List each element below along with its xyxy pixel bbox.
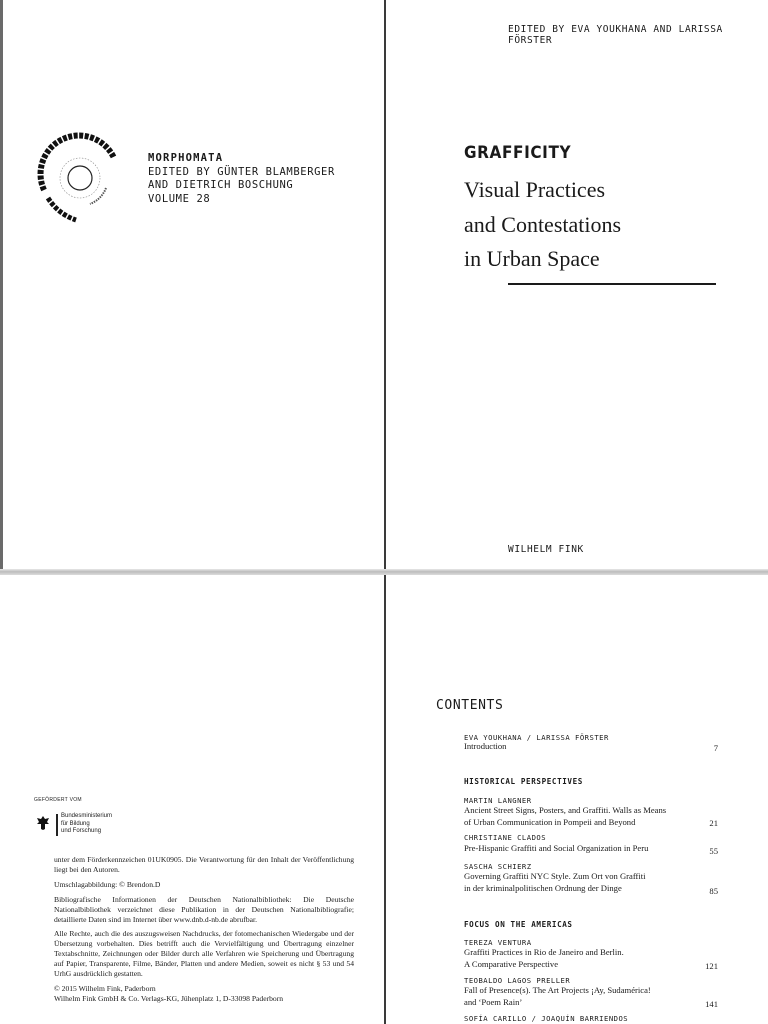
title-rule	[508, 283, 716, 285]
ministry-line: für Bildung	[61, 820, 90, 827]
toc-author: MARTIN LANGNER	[464, 796, 532, 805]
toc-title-line: in der kriminalpolitischen Ordnung der Dinge	[464, 882, 622, 893]
funder-label	[34, 797, 82, 803]
subtitle-line: Visual Practices	[464, 177, 606, 202]
series-info	[148, 152, 335, 206]
toc-title-line: A Comparative Perspective	[464, 958, 559, 969]
imprint-bibliographic: Bibliografische Informationen der Deutschen Nationalbibliothek: Die Deutsche Nationalbibliothek verzeichnet diese Publikation in der Deutschen Nationalbibliografie; detaillierte Daten sind im Internet über www.dnb.d-nb.de abrufbar.	[54, 894, 354, 924]
toc-section-heading: HISTORICAL PERSPECTIVES	[464, 777, 583, 786]
toc-page: 7	[713, 743, 718, 753]
subtitle-line: in Urban Space	[464, 246, 600, 271]
toc-page: 21	[709, 818, 718, 828]
toc-page: 141	[705, 999, 718, 1009]
toc-page: 55	[709, 846, 718, 856]
toc-title-line: Graffiti Practices in Rio de Janeiro and Berlin.	[464, 947, 624, 957]
toc-title: Introduction	[464, 741, 507, 751]
toc-author: TEOBALDO LAGOS PRELLER	[464, 976, 571, 985]
imprint-cover-credit: Umschlagabbildung: © Brendon.D	[54, 879, 161, 889]
imprint-text	[54, 855, 354, 1004]
ministry-name	[61, 813, 112, 836]
toc-author: SASCHA SCHIERZ	[464, 862, 532, 871]
imprint-publisher-address: Wilhelm Fink GmbH & Co. Verlags-KG, Jühenplatz 1, D-33098 Paderborn	[54, 993, 284, 1003]
toc-title-line: of Urban Communication in Pompeii and Beyond	[464, 816, 636, 827]
federal-eagle-icon	[36, 815, 50, 831]
toc-page: 85	[709, 886, 718, 896]
toc-section-heading: FOCUS ON THE AMERICAS	[464, 920, 573, 929]
toc-author: SOFÍA CARILLO / JOAQUÍN BARRIENDOS	[464, 1014, 629, 1023]
series-name: MORPHOMATA	[148, 152, 224, 164]
kolleg-seal-logo	[30, 128, 130, 228]
toc-title	[464, 871, 646, 894]
ministry-line: Bundesministerium	[61, 813, 113, 819]
book-subtitle	[464, 173, 621, 277]
series-editors: EDITED BY GÜNTER BLAMBERGER	[148, 165, 335, 178]
series-volume: VOLUME 28	[148, 192, 211, 205]
imprint-funding-note: unter dem Förderkennzeichen 01UK0905. Die Verantwortung für den Inhalt der Veröffentlichung liegt bei den Autoren.	[54, 855, 354, 874]
toc-title	[464, 805, 666, 828]
toc-title-line: Ancient Street Signs, Posters, and Graffiti. Walls as Means	[464, 805, 667, 815]
ministry-line: und Forschung	[61, 828, 102, 834]
toc-page: 121	[705, 961, 718, 971]
toc-author: TEREZA VENTURA	[464, 938, 532, 947]
imprint-copyright: © 2015 Wilhelm Fink, Paderborn	[54, 983, 156, 993]
series-editors-2: AND DIETRICH BOSCHUNG	[148, 179, 294, 191]
page-edge	[0, 0, 3, 569]
toc-title-line: and ‘Poem Rain’	[464, 996, 523, 1007]
toc-author: CHRISTIANE CLADOS	[464, 833, 547, 842]
toc-title	[464, 947, 624, 970]
page-divider	[0, 569, 768, 575]
funded-by-text: GEFÖRDERT VOM	[34, 797, 82, 803]
book-title: GRAFFICITY	[464, 143, 572, 163]
imprint-rights: Alle Rechte, auch die des auszugsweisen Nachdrucks, der fotomechanischen Wiedergabe und der Übersetzung vorbehalten. Dies betrifft auch die Vervielfältigung und Übertragung einzelner Textabschnitte, Zeichnungen oder Bilder durch alle Verfahren wie Speicherung und Übertragung auf Papier, Transparente, Filme, Bänder, Platten und andere Medien, soweit es nicht § 53 und 54 UrhG ausdrücklich gestatten.	[54, 929, 354, 979]
book-spine	[384, 0, 386, 1024]
toc-title: Pre-Hispanic Graffiti and Social Organization in Peru	[464, 843, 649, 853]
book-editors: EDITED BY EVA YOUKHANA AND LARISSA FÖRSTER	[508, 24, 723, 46]
subtitle-line: and Contestations	[464, 211, 622, 237]
contents-heading: CONTENTS	[436, 698, 504, 713]
toc-title	[464, 985, 651, 1008]
ministry-bar	[56, 814, 58, 836]
toc-title-line: Governing Graffiti NYC Style. Zum Ort von Graffiti	[464, 871, 646, 881]
toc-author: EVA YOUKHANA / LARISSA FÖRSTER	[464, 733, 609, 742]
toc-title-line: Fall of Presence(s). The Art Projects ¡Ay, Sudamérica!	[464, 985, 651, 995]
publisher-name: WILHELM FINK	[508, 544, 584, 555]
